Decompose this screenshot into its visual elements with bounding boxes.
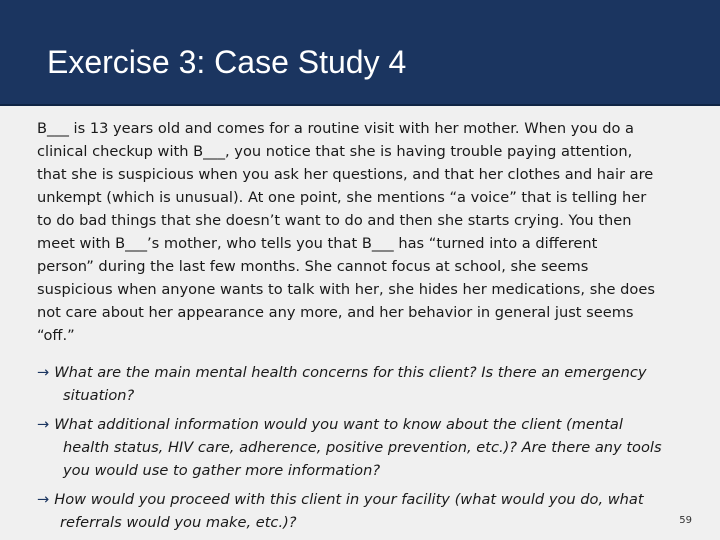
- slide-title: Exercise 3: Case Study 4: [47, 44, 407, 80]
- question-text-continued: situation?: [63, 387, 135, 404]
- question-text-continued: referrals would you make, etc.)?: [60, 514, 297, 531]
- arrow-icon: →: [37, 491, 50, 508]
- question-text: What additional information would you want to know about the client (mental: [54, 416, 623, 433]
- case-line: not care about her appearance any more, and her behavior in general just seems: [37, 304, 634, 321]
- question-text: How would you proceed with this client in your facility (what would you do, what: [54, 491, 644, 508]
- question-item: [37, 361, 697, 407]
- case-line: that she is suspicious when you ask her questions, and that her clothes and hair are: [37, 166, 654, 183]
- question-text-continued: health status, HIV care, adherence, positive prevention, etc.)? Are there any tools: [63, 439, 662, 456]
- case-line: meet with B___’s mother, who tells you that B___ has “turned into a different: [37, 235, 598, 252]
- case-line: unkempt (which is unusual). At one point, she mentions “a voice” that is telling her: [37, 189, 647, 206]
- question-text: What are the main mental health concerns for this client? Is there an emergency: [54, 364, 647, 381]
- question-text-continued: you would use to gather more information?: [63, 462, 381, 479]
- case-line: clinical checkup with B___, you notice that she is having trouble paying attention,: [37, 143, 633, 160]
- case-line: to do bad things that she doesn’t want to do and then she starts crying. You then: [37, 212, 632, 229]
- case-line: suspicious when anyone wants to talk with her, she hides her medications, she does: [37, 281, 655, 298]
- question-item: [37, 488, 697, 534]
- title-bar: [0, 0, 720, 106]
- title-divider: [0, 104, 720, 106]
- case-description: [37, 117, 697, 347]
- case-line: “off.”: [37, 327, 75, 344]
- arrow-icon: →: [37, 364, 50, 381]
- discussion-questions: [37, 361, 697, 540]
- arrow-icon: →: [37, 416, 50, 433]
- case-line: B___ is 13 years old and comes for a routine visit with her mother. When you do a: [37, 120, 634, 137]
- page-number: 59: [679, 515, 692, 526]
- question-item: [37, 413, 697, 482]
- case-line: person” during the last few months. She cannot focus at school, she seems: [37, 258, 589, 275]
